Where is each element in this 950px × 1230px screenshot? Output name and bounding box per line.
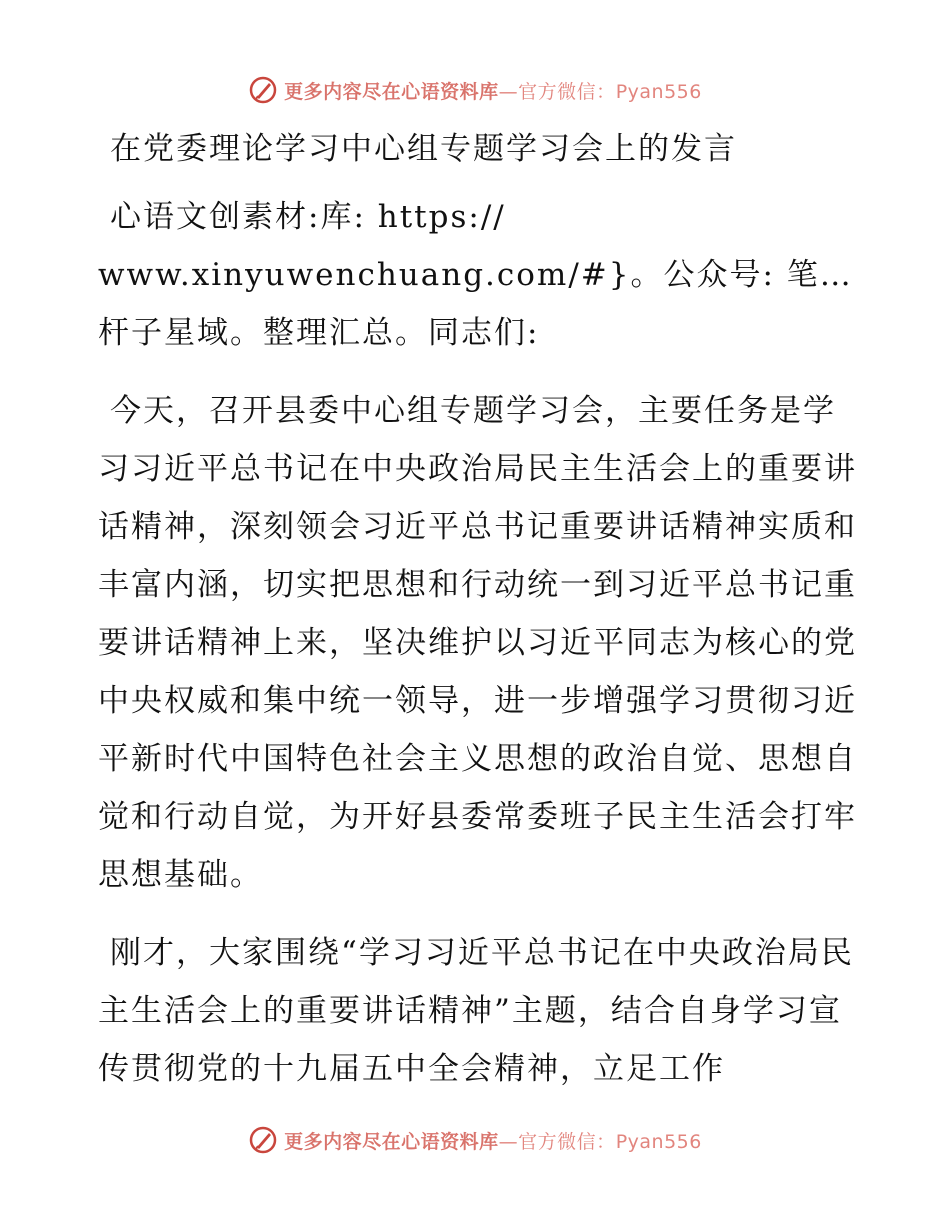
document-body xyxy=(98,120,858,1098)
source-line-2: www.xinyuwenchuang.com/#}。公众号: 笔…杆子星域。整理汇总。同志们: xyxy=(98,257,853,351)
watermark-main-text: 更多内容尽在心语资料库 xyxy=(284,1130,499,1153)
footer-watermark-banner xyxy=(0,1120,950,1160)
watermark-text xyxy=(284,77,702,104)
watermark-separator: — xyxy=(498,1130,519,1153)
document-title: 在党委理论学习中心组专题学习会上的发言 xyxy=(110,131,737,167)
watermark-account-id: Pyan556 xyxy=(615,1130,702,1153)
source-line-1: 心语文创素材:库: https:// xyxy=(110,199,506,235)
watermark-separator: — xyxy=(498,80,519,103)
quill-circle-logo-icon xyxy=(248,75,278,105)
paragraph-2-text: 刚才，大家围绕“学习习近平总书记在中央政治局民主生活会上的重要讲话精神”主题，结合自身学习宣传贯彻党的十九届五中全会精神，立足工作 xyxy=(98,935,854,1087)
paragraph-1 xyxy=(98,382,858,904)
header-watermark-banner xyxy=(0,70,950,110)
quill-circle-logo-icon xyxy=(248,1125,278,1155)
watermark-account-label: 官方微信： xyxy=(518,80,616,103)
watermark-main-text: 更多内容尽在心语资料库 xyxy=(284,80,499,103)
watermark-account-id: Pyan556 xyxy=(615,80,702,103)
paragraph-2 xyxy=(98,924,858,1098)
source-note xyxy=(98,188,858,362)
watermark-account-label: 官方微信： xyxy=(518,1130,616,1153)
watermark-text xyxy=(284,1127,702,1154)
paragraph-1-text: 今天，召开县委中心组专题学习会，主要任务是学习习近平总书记在中央政治局民主生活会上的重要讲话精神，深刻领会习近平总书记重要讲话精神实质和丰富内涵，切实把思想和行动统一到习近平总书记重要讲话精神上来，坚决维护以习近平同志为核心的党中央权威和集中统一领导，进一步增强学习贯彻习近平新时代中国特色社会主义思想的政治自觉、思想自觉和行动自觉，为开好县委常委班子民主生活会打牢思想基础。 xyxy=(98,393,857,893)
